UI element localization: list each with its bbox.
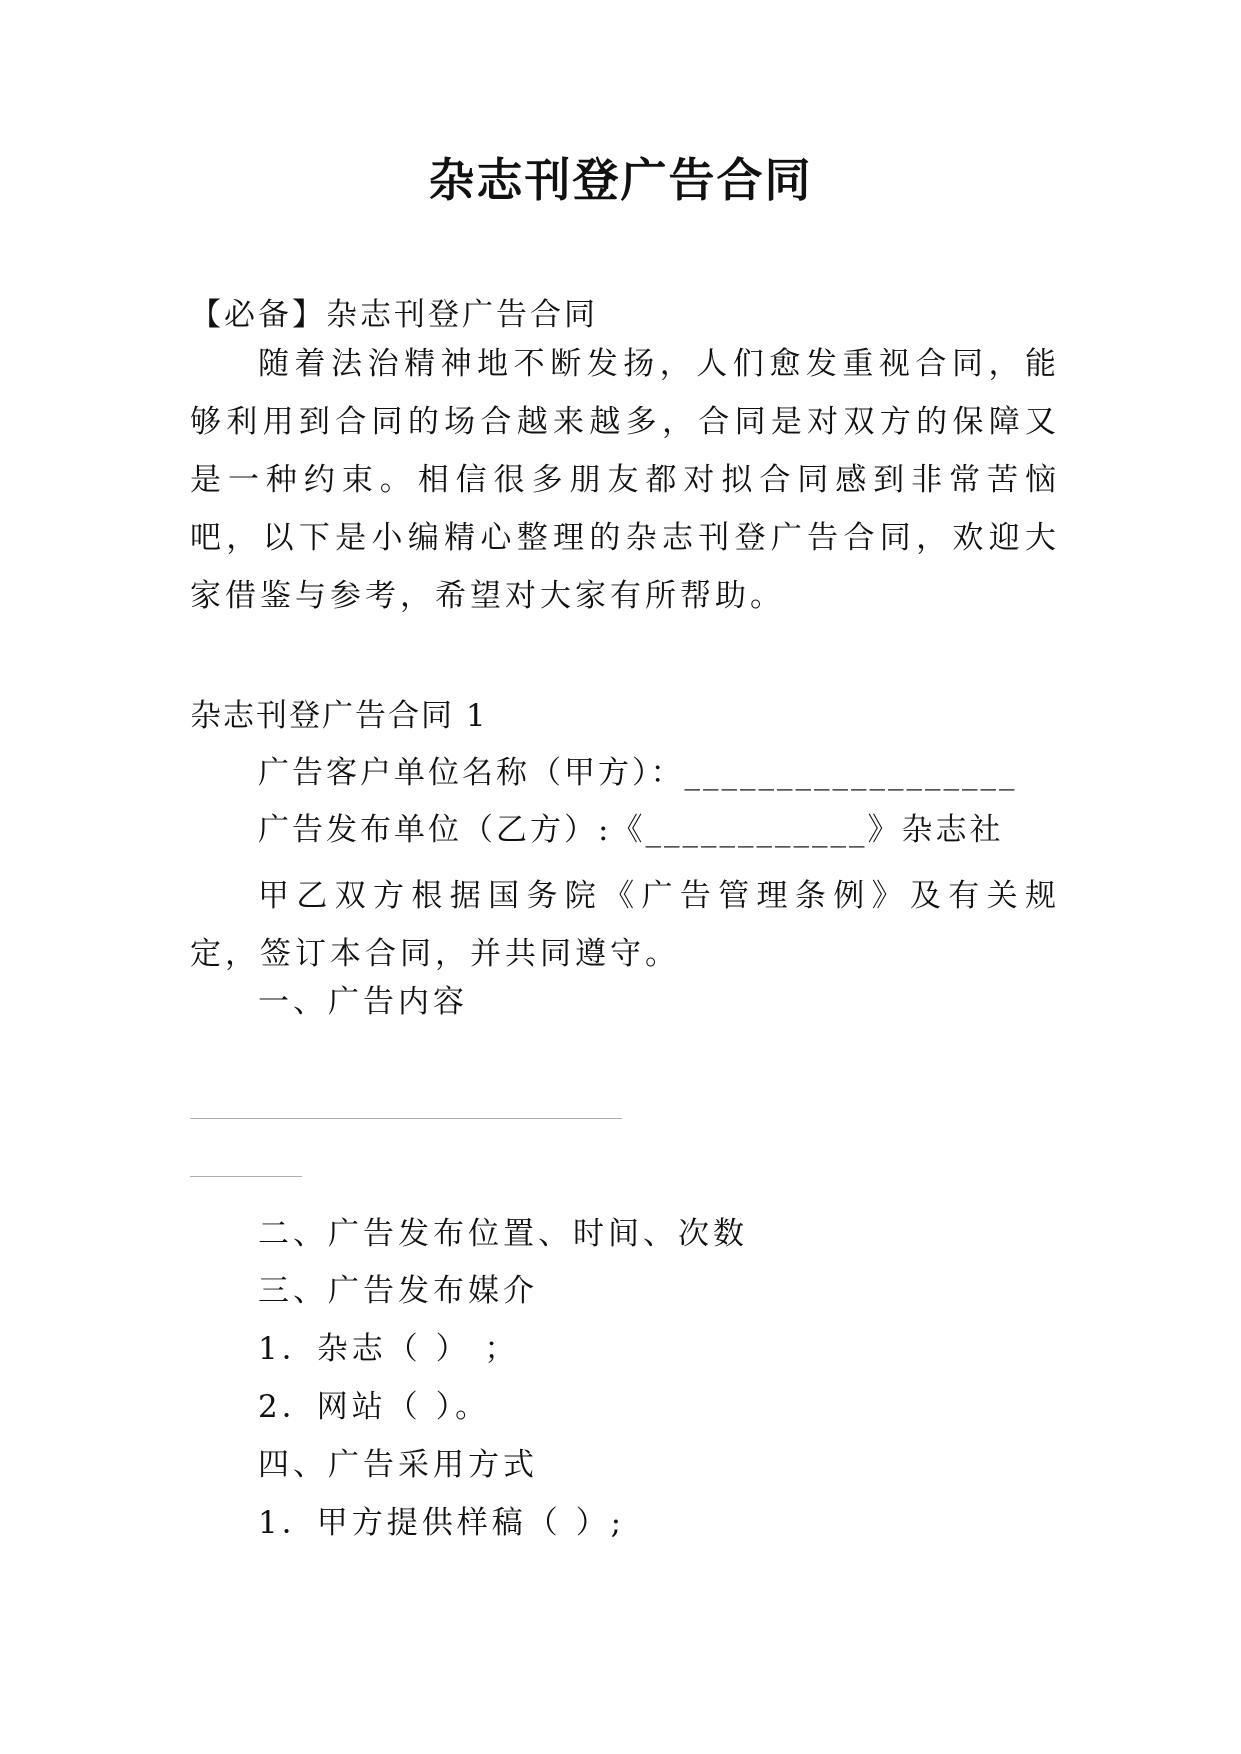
party-b-line: 广告发布单位（乙方）:《____________》杂志社 (258, 812, 1004, 848)
party-a-line: 广告客户单位名称（甲方）：__________________ (258, 755, 1018, 791)
section-1-heading: 一、广告内容 (258, 984, 468, 1020)
intro-paragraph: 随着法治精神地不断发扬，人们愈发重视合同，能够利用到合同的场合越来越多，合同是对双方的保障又是一种约束。相信很多朋友都对拟合同感到非常苦恼吧，以下是小编精心整理的杂志刊登广告合同，欢迎大家借鉴与参考，希望对大家有所帮助。 (190, 346, 1060, 614)
section-3-item-1: 1．杂志（ ） ； (258, 1331, 520, 1367)
blank-line-short: ______________ (190, 1158, 302, 1177)
section-4-heading: 四、广告采用方式 (258, 1447, 538, 1483)
basis-paragraph: 甲乙双方根据国务院《广告管理条例》及有关规定，签订本合同，并共同遵守。 (190, 878, 1060, 972)
document-title: 杂志刊登广告合同 (428, 153, 813, 207)
contract-title: 杂志刊登广告合同 1 (190, 698, 488, 734)
section-4-item-1: 1．甲方提供样稿（ ）; (258, 1505, 626, 1541)
section-3-heading: 三、广告发布媒介 (258, 1273, 538, 1309)
blank-line-long: ______________________________________________________ (190, 1100, 622, 1119)
section-3-item-2: 2．网站（ ）。 (258, 1389, 491, 1425)
section-2-heading: 二、广告发布位置、时间、次数 (258, 1216, 748, 1252)
document-heading: 【必备】杂志刊登广告合同 (190, 297, 598, 333)
